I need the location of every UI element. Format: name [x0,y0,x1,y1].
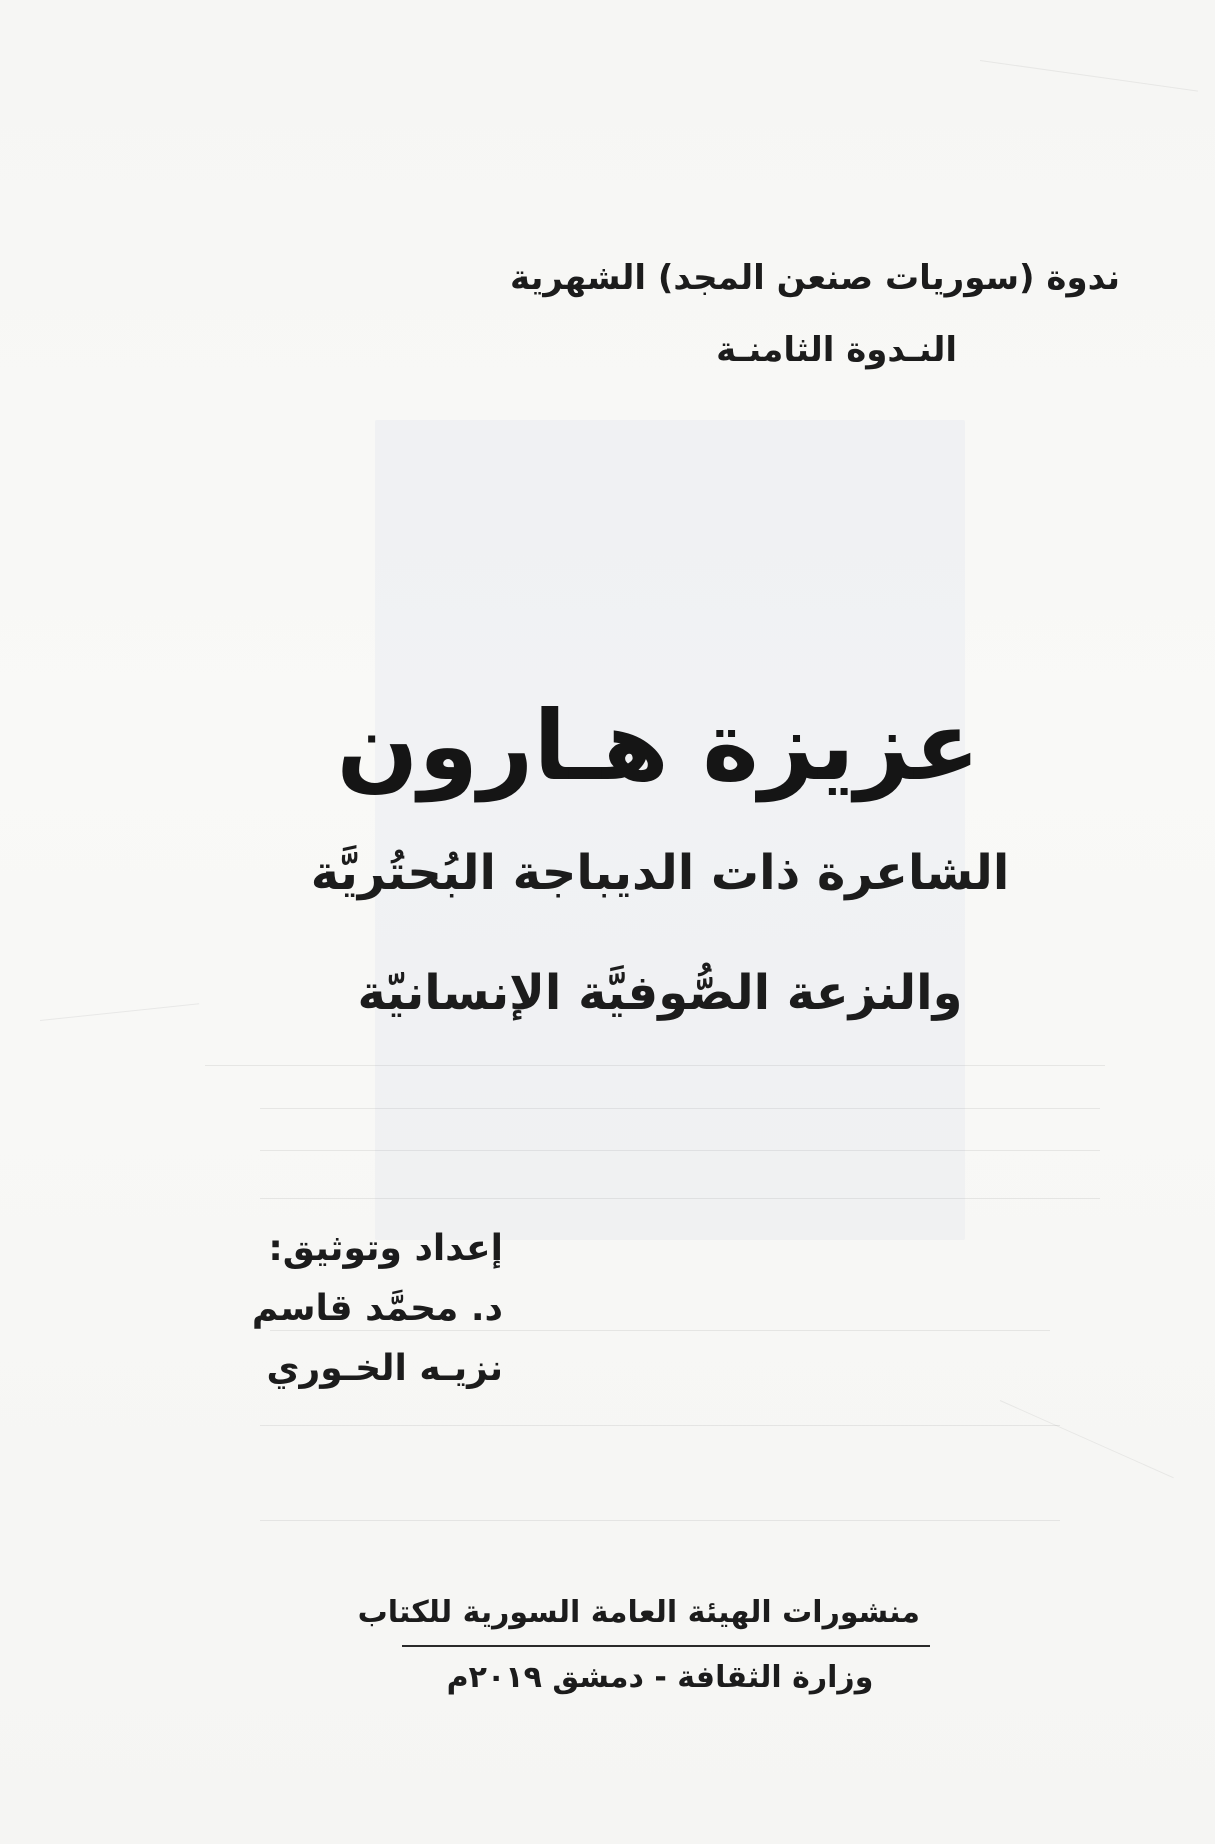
credit-name: د. محمَّد قاسم [251,1288,503,1329]
publisher-imprint: وزارة الثقافة - دمشق ٢٠١٩م [446,1660,874,1695]
publisher-divider [402,1645,930,1647]
show-through-line [260,1108,1100,1109]
series-name: ندوة (سوريات صنعن المجد) الشهرية [510,258,1120,298]
credit-name: نزيـه الخـوري [266,1348,503,1389]
show-through-line [260,1198,1100,1199]
series-issue: النـدوة الثامنـة [716,330,957,370]
book-title: عزيزة هـارون [336,690,980,802]
show-through-line [260,1425,1060,1426]
book-subtitle-line-1: الشاعرة ذات الديباجة البُحتُريَّة [310,845,1010,901]
show-through-line [260,1150,1100,1151]
book-subtitle-line-2: والنزعة الصُّوفيَّة الإنسانيّة [357,965,963,1021]
paper-fiber [1000,1400,1174,1478]
show-through-area [375,420,965,1240]
paper-fiber [980,60,1198,92]
publisher-name: منشورات الهيئة العامة السورية للكتاب [357,1595,920,1630]
paper-fiber [40,1003,199,1021]
show-through-line [270,1330,1050,1331]
show-through-line [205,1065,1105,1066]
show-through-line [260,1520,1060,1521]
credits-label: إعداد وتوثيق: [268,1228,503,1269]
